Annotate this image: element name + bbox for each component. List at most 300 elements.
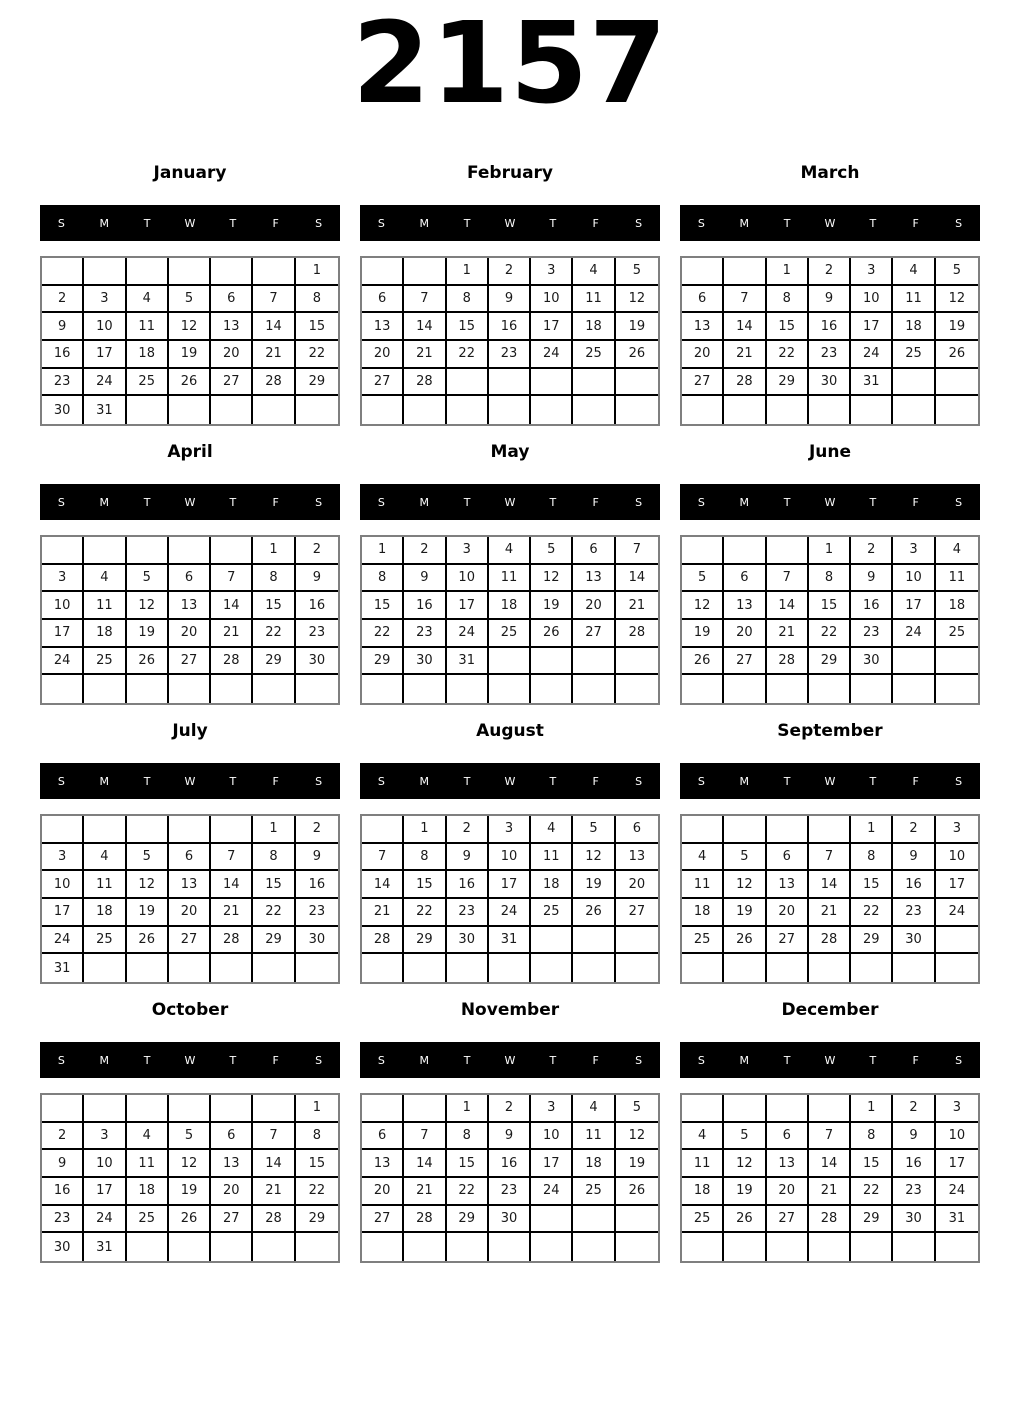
day-cell (724, 1095, 766, 1123)
day-cell: 6 (682, 286, 724, 314)
weekday-label: M (99, 774, 110, 788)
day-cell: 6 (169, 565, 211, 593)
day-cell (127, 954, 169, 982)
day-cell: 1 (404, 816, 446, 844)
day-cell: 1 (767, 258, 809, 286)
day-cell: 23 (851, 620, 893, 648)
day-cell: 3 (42, 844, 84, 872)
day-cell: 15 (362, 592, 404, 620)
weekday-label: T (229, 495, 237, 509)
weekday-header-bar (360, 1042, 660, 1078)
day-cell: 21 (724, 341, 766, 369)
day-cell: 14 (616, 565, 658, 593)
day-cell: 26 (936, 341, 978, 369)
day-cell: 7 (211, 844, 253, 872)
week-row (682, 1123, 978, 1151)
day-cell: 27 (211, 369, 253, 397)
day-cell: 16 (404, 592, 446, 620)
day-cell: 3 (42, 565, 84, 593)
weekday-label: W (184, 774, 196, 788)
day-cell (616, 675, 658, 703)
day-cell: 18 (531, 871, 573, 899)
day-cell (616, 1233, 658, 1261)
weekday-header-bar (360, 205, 660, 241)
day-cell: 19 (682, 620, 724, 648)
day-cell (211, 675, 253, 703)
day-cell: 30 (893, 927, 935, 955)
day-cell (84, 537, 126, 565)
week-row (42, 1233, 338, 1261)
day-cell (682, 1095, 724, 1123)
day-cell: 21 (616, 592, 658, 620)
day-cell: 17 (42, 620, 84, 648)
day-cell (447, 396, 489, 424)
day-cell: 27 (211, 1206, 253, 1234)
week-row (362, 1178, 658, 1206)
day-cell: 24 (489, 899, 531, 927)
week-row (362, 648, 658, 676)
day-cell: 17 (489, 871, 531, 899)
month-title: September (777, 721, 883, 741)
weekday-label: S (697, 774, 705, 788)
week-row (682, 620, 978, 648)
weekday-label: W (504, 774, 516, 788)
day-cell: 12 (573, 844, 615, 872)
day-cell (809, 675, 851, 703)
day-cell: 2 (489, 258, 531, 286)
weekday-label: S (57, 1053, 65, 1067)
day-cell: 25 (84, 927, 126, 955)
day-cell: 5 (724, 1123, 766, 1151)
week-row (682, 1206, 978, 1234)
weekday-label: T (783, 774, 791, 788)
day-cell: 28 (616, 620, 658, 648)
week-row (42, 565, 338, 593)
weekday-label: S (955, 495, 963, 509)
month-title: June (808, 442, 852, 462)
weekday-header-bar (680, 205, 980, 241)
week-row (42, 1150, 338, 1178)
day-cell (362, 675, 404, 703)
day-cell: 22 (447, 341, 489, 369)
day-cell: 9 (809, 286, 851, 314)
day-cell: 30 (296, 648, 338, 676)
day-cell: 11 (84, 871, 126, 899)
day-cell: 2 (42, 1123, 84, 1151)
day-cell: 16 (893, 871, 935, 899)
week-row (362, 620, 658, 648)
day-cell (724, 537, 766, 565)
day-cell: 22 (767, 341, 809, 369)
day-cell: 24 (84, 369, 126, 397)
day-cell: 28 (724, 369, 766, 397)
day-cell: 12 (616, 1123, 658, 1151)
day-cell: 11 (936, 565, 978, 593)
day-cell: 10 (936, 1123, 978, 1151)
weekday-label: F (912, 216, 919, 230)
day-cell (936, 648, 978, 676)
day-cell: 27 (616, 899, 658, 927)
day-cell: 16 (296, 592, 338, 620)
day-cell: 22 (296, 1178, 338, 1206)
week-row (42, 816, 338, 844)
day-cell: 12 (169, 313, 211, 341)
weekday-header-bar (360, 763, 660, 799)
day-cell: 9 (489, 1123, 531, 1151)
weekday-label: F (272, 216, 279, 230)
month-date-grid (40, 814, 340, 984)
month-block (360, 429, 660, 705)
day-cell: 3 (851, 258, 893, 286)
day-cell (531, 927, 573, 955)
day-cell: 24 (851, 341, 893, 369)
weekday-label: F (592, 1053, 599, 1067)
week-row (42, 675, 338, 703)
day-cell: 22 (404, 899, 446, 927)
day-cell: 29 (404, 927, 446, 955)
day-cell: 18 (84, 620, 126, 648)
day-cell (682, 816, 724, 844)
day-cell: 20 (362, 341, 404, 369)
day-cell: 19 (169, 341, 211, 369)
day-cell: 19 (169, 1178, 211, 1206)
weekday-label: S (57, 495, 65, 509)
weekday-label: M (739, 495, 750, 509)
day-cell (531, 396, 573, 424)
month-date-grid (680, 814, 980, 984)
day-cell: 14 (767, 592, 809, 620)
day-cell: 2 (296, 816, 338, 844)
day-cell (489, 369, 531, 397)
day-cell: 14 (362, 871, 404, 899)
day-cell (767, 537, 809, 565)
weekday-label: T (143, 774, 151, 788)
day-cell: 25 (489, 620, 531, 648)
day-cell: 7 (404, 286, 446, 314)
day-cell: 26 (616, 341, 658, 369)
day-cell: 10 (489, 844, 531, 872)
day-cell (211, 1095, 253, 1123)
day-cell: 4 (84, 565, 126, 593)
day-cell: 17 (84, 1178, 126, 1206)
day-cell (404, 675, 446, 703)
day-cell: 12 (127, 871, 169, 899)
weekday-header-bar (40, 484, 340, 520)
day-cell (616, 396, 658, 424)
month-title: February (466, 163, 554, 183)
day-cell: 15 (851, 871, 893, 899)
month-title: April (167, 442, 213, 462)
day-cell: 16 (489, 1150, 531, 1178)
day-cell: 31 (936, 1206, 978, 1234)
weekday-label: T (783, 495, 791, 509)
weekday-label: W (824, 1053, 836, 1067)
day-cell: 26 (573, 899, 615, 927)
day-cell (127, 537, 169, 565)
day-cell: 23 (404, 620, 446, 648)
day-cell: 15 (404, 871, 446, 899)
weekday-label: M (739, 216, 750, 230)
day-cell: 17 (84, 341, 126, 369)
day-cell (42, 816, 84, 844)
week-row (682, 1150, 978, 1178)
weekday-label: T (229, 1053, 237, 1067)
day-cell (169, 675, 211, 703)
day-cell: 14 (253, 1150, 295, 1178)
week-row (362, 1095, 658, 1123)
weekday-label: W (184, 495, 196, 509)
week-row (362, 1123, 658, 1151)
day-cell: 25 (127, 369, 169, 397)
weekday-label: S (635, 216, 643, 230)
week-row (42, 258, 338, 286)
day-cell: 26 (531, 620, 573, 648)
weekday-label: T (143, 495, 151, 509)
day-cell: 23 (809, 341, 851, 369)
day-cell: 5 (724, 844, 766, 872)
day-cell (42, 537, 84, 565)
day-cell: 20 (211, 341, 253, 369)
day-cell: 27 (362, 369, 404, 397)
day-cell: 25 (573, 1178, 615, 1206)
week-row (682, 258, 978, 286)
day-cell: 15 (296, 313, 338, 341)
weekday-label: T (229, 774, 237, 788)
day-cell: 21 (362, 899, 404, 927)
week-row (362, 341, 658, 369)
weekday-label: T (869, 774, 877, 788)
day-cell: 30 (42, 396, 84, 424)
day-cell: 11 (84, 592, 126, 620)
day-cell: 21 (404, 1178, 446, 1206)
weekday-label: S (955, 216, 963, 230)
day-cell: 17 (42, 899, 84, 927)
weekday-label: F (592, 495, 599, 509)
day-cell: 12 (127, 592, 169, 620)
month-date-grid (40, 1093, 340, 1263)
day-cell: 25 (893, 341, 935, 369)
weekday-label: M (99, 495, 110, 509)
day-cell: 10 (893, 565, 935, 593)
day-cell (127, 258, 169, 286)
day-cell: 20 (573, 592, 615, 620)
week-row (682, 537, 978, 565)
day-cell: 29 (767, 369, 809, 397)
day-cell: 9 (296, 565, 338, 593)
day-cell: 4 (127, 286, 169, 314)
day-cell (447, 369, 489, 397)
day-cell: 10 (936, 844, 978, 872)
day-cell: 26 (724, 927, 766, 955)
day-cell: 14 (211, 871, 253, 899)
day-cell (682, 675, 724, 703)
day-cell (253, 954, 295, 982)
month-date-grid (680, 535, 980, 705)
day-cell: 8 (253, 565, 295, 593)
day-cell: 25 (573, 341, 615, 369)
day-cell (404, 1095, 446, 1123)
day-cell: 20 (616, 871, 658, 899)
day-cell (42, 258, 84, 286)
day-cell: 6 (573, 537, 615, 565)
day-cell: 11 (489, 565, 531, 593)
day-cell: 23 (296, 899, 338, 927)
day-cell: 13 (211, 313, 253, 341)
weekday-label: M (419, 495, 430, 509)
day-cell: 27 (573, 620, 615, 648)
day-cell (809, 396, 851, 424)
weekday-label: M (99, 1053, 110, 1067)
week-row (362, 592, 658, 620)
week-row (42, 648, 338, 676)
day-cell: 22 (296, 341, 338, 369)
day-cell: 14 (809, 1150, 851, 1178)
weekday-label: W (504, 1053, 516, 1067)
week-row (42, 844, 338, 872)
day-cell: 22 (253, 899, 295, 927)
weekday-label: W (504, 495, 516, 509)
weekday-label: T (463, 216, 471, 230)
day-cell (169, 1233, 211, 1261)
day-cell: 21 (253, 341, 295, 369)
day-cell: 5 (682, 565, 724, 593)
day-cell: 8 (296, 286, 338, 314)
weekday-header-bar (360, 484, 660, 520)
day-cell: 14 (211, 592, 253, 620)
week-row (42, 396, 338, 424)
day-cell: 12 (724, 871, 766, 899)
day-cell: 7 (809, 844, 851, 872)
day-cell: 26 (616, 1178, 658, 1206)
day-cell: 7 (616, 537, 658, 565)
weekday-label: T (869, 495, 877, 509)
day-cell: 19 (724, 1178, 766, 1206)
day-cell: 7 (362, 844, 404, 872)
week-row (682, 816, 978, 844)
day-cell: 10 (84, 313, 126, 341)
weekday-label: T (549, 495, 557, 509)
day-cell: 23 (489, 1178, 531, 1206)
day-cell (809, 1095, 851, 1123)
week-row (682, 565, 978, 593)
day-cell: 7 (809, 1123, 851, 1151)
day-cell (127, 675, 169, 703)
month-title: March (800, 163, 860, 183)
day-cell (573, 396, 615, 424)
day-cell: 18 (84, 899, 126, 927)
weekday-label: S (697, 216, 705, 230)
months-grid (40, 150, 980, 1263)
weekday-label: T (869, 216, 877, 230)
day-cell: 5 (531, 537, 573, 565)
day-cell: 13 (767, 871, 809, 899)
month-block (40, 987, 340, 1263)
day-cell: 30 (893, 1206, 935, 1234)
day-cell (447, 675, 489, 703)
day-cell: 1 (851, 816, 893, 844)
day-cell (767, 1095, 809, 1123)
day-cell: 5 (127, 565, 169, 593)
day-cell: 11 (573, 1123, 615, 1151)
day-cell: 15 (296, 1150, 338, 1178)
month-block (360, 708, 660, 984)
week-row (362, 1233, 658, 1261)
day-cell (851, 675, 893, 703)
day-cell (169, 258, 211, 286)
day-cell: 29 (296, 369, 338, 397)
day-cell: 29 (253, 648, 295, 676)
day-cell: 15 (447, 1150, 489, 1178)
day-cell (724, 396, 766, 424)
week-row (362, 844, 658, 872)
month-date-grid (680, 1093, 980, 1263)
day-cell: 10 (447, 565, 489, 593)
day-cell: 4 (573, 1095, 615, 1123)
weekday-header-bar (40, 205, 340, 241)
day-cell: 3 (447, 537, 489, 565)
day-cell: 25 (127, 1206, 169, 1234)
week-row (362, 675, 658, 703)
day-cell: 13 (682, 313, 724, 341)
weekday-label: S (955, 774, 963, 788)
weekday-header-bar (680, 1042, 980, 1078)
week-row (682, 648, 978, 676)
week-row (682, 871, 978, 899)
weekday-label: T (783, 216, 791, 230)
day-cell: 31 (84, 1233, 126, 1261)
weekday-header-bar (680, 484, 980, 520)
weekday-label: S (377, 1053, 385, 1067)
week-row (682, 1178, 978, 1206)
day-cell (936, 396, 978, 424)
day-cell: 8 (851, 1123, 893, 1151)
day-cell (127, 396, 169, 424)
day-cell: 14 (404, 1150, 446, 1178)
day-cell (531, 1206, 573, 1234)
day-cell (404, 954, 446, 982)
weekday-label: S (315, 1053, 323, 1067)
day-cell: 7 (211, 565, 253, 593)
day-cell (362, 1233, 404, 1261)
weekday-header-bar (40, 1042, 340, 1078)
day-cell: 27 (169, 648, 211, 676)
weekday-label: T (463, 495, 471, 509)
month-block (40, 429, 340, 705)
day-cell: 1 (296, 1095, 338, 1123)
week-row (362, 1150, 658, 1178)
day-cell: 16 (893, 1150, 935, 1178)
day-cell: 18 (573, 313, 615, 341)
day-cell (936, 1233, 978, 1261)
day-cell: 6 (724, 565, 766, 593)
weekday-label: F (592, 774, 599, 788)
month-title: January (153, 163, 227, 183)
day-cell: 29 (851, 927, 893, 955)
day-cell: 3 (531, 258, 573, 286)
day-cell (936, 675, 978, 703)
day-cell: 27 (767, 1206, 809, 1234)
day-cell: 18 (893, 313, 935, 341)
week-row (682, 341, 978, 369)
day-cell: 14 (253, 313, 295, 341)
day-cell: 17 (851, 313, 893, 341)
day-cell: 28 (211, 927, 253, 955)
day-cell: 23 (893, 1178, 935, 1206)
day-cell: 8 (253, 844, 295, 872)
day-cell (893, 954, 935, 982)
day-cell: 1 (296, 258, 338, 286)
day-cell: 1 (447, 258, 489, 286)
